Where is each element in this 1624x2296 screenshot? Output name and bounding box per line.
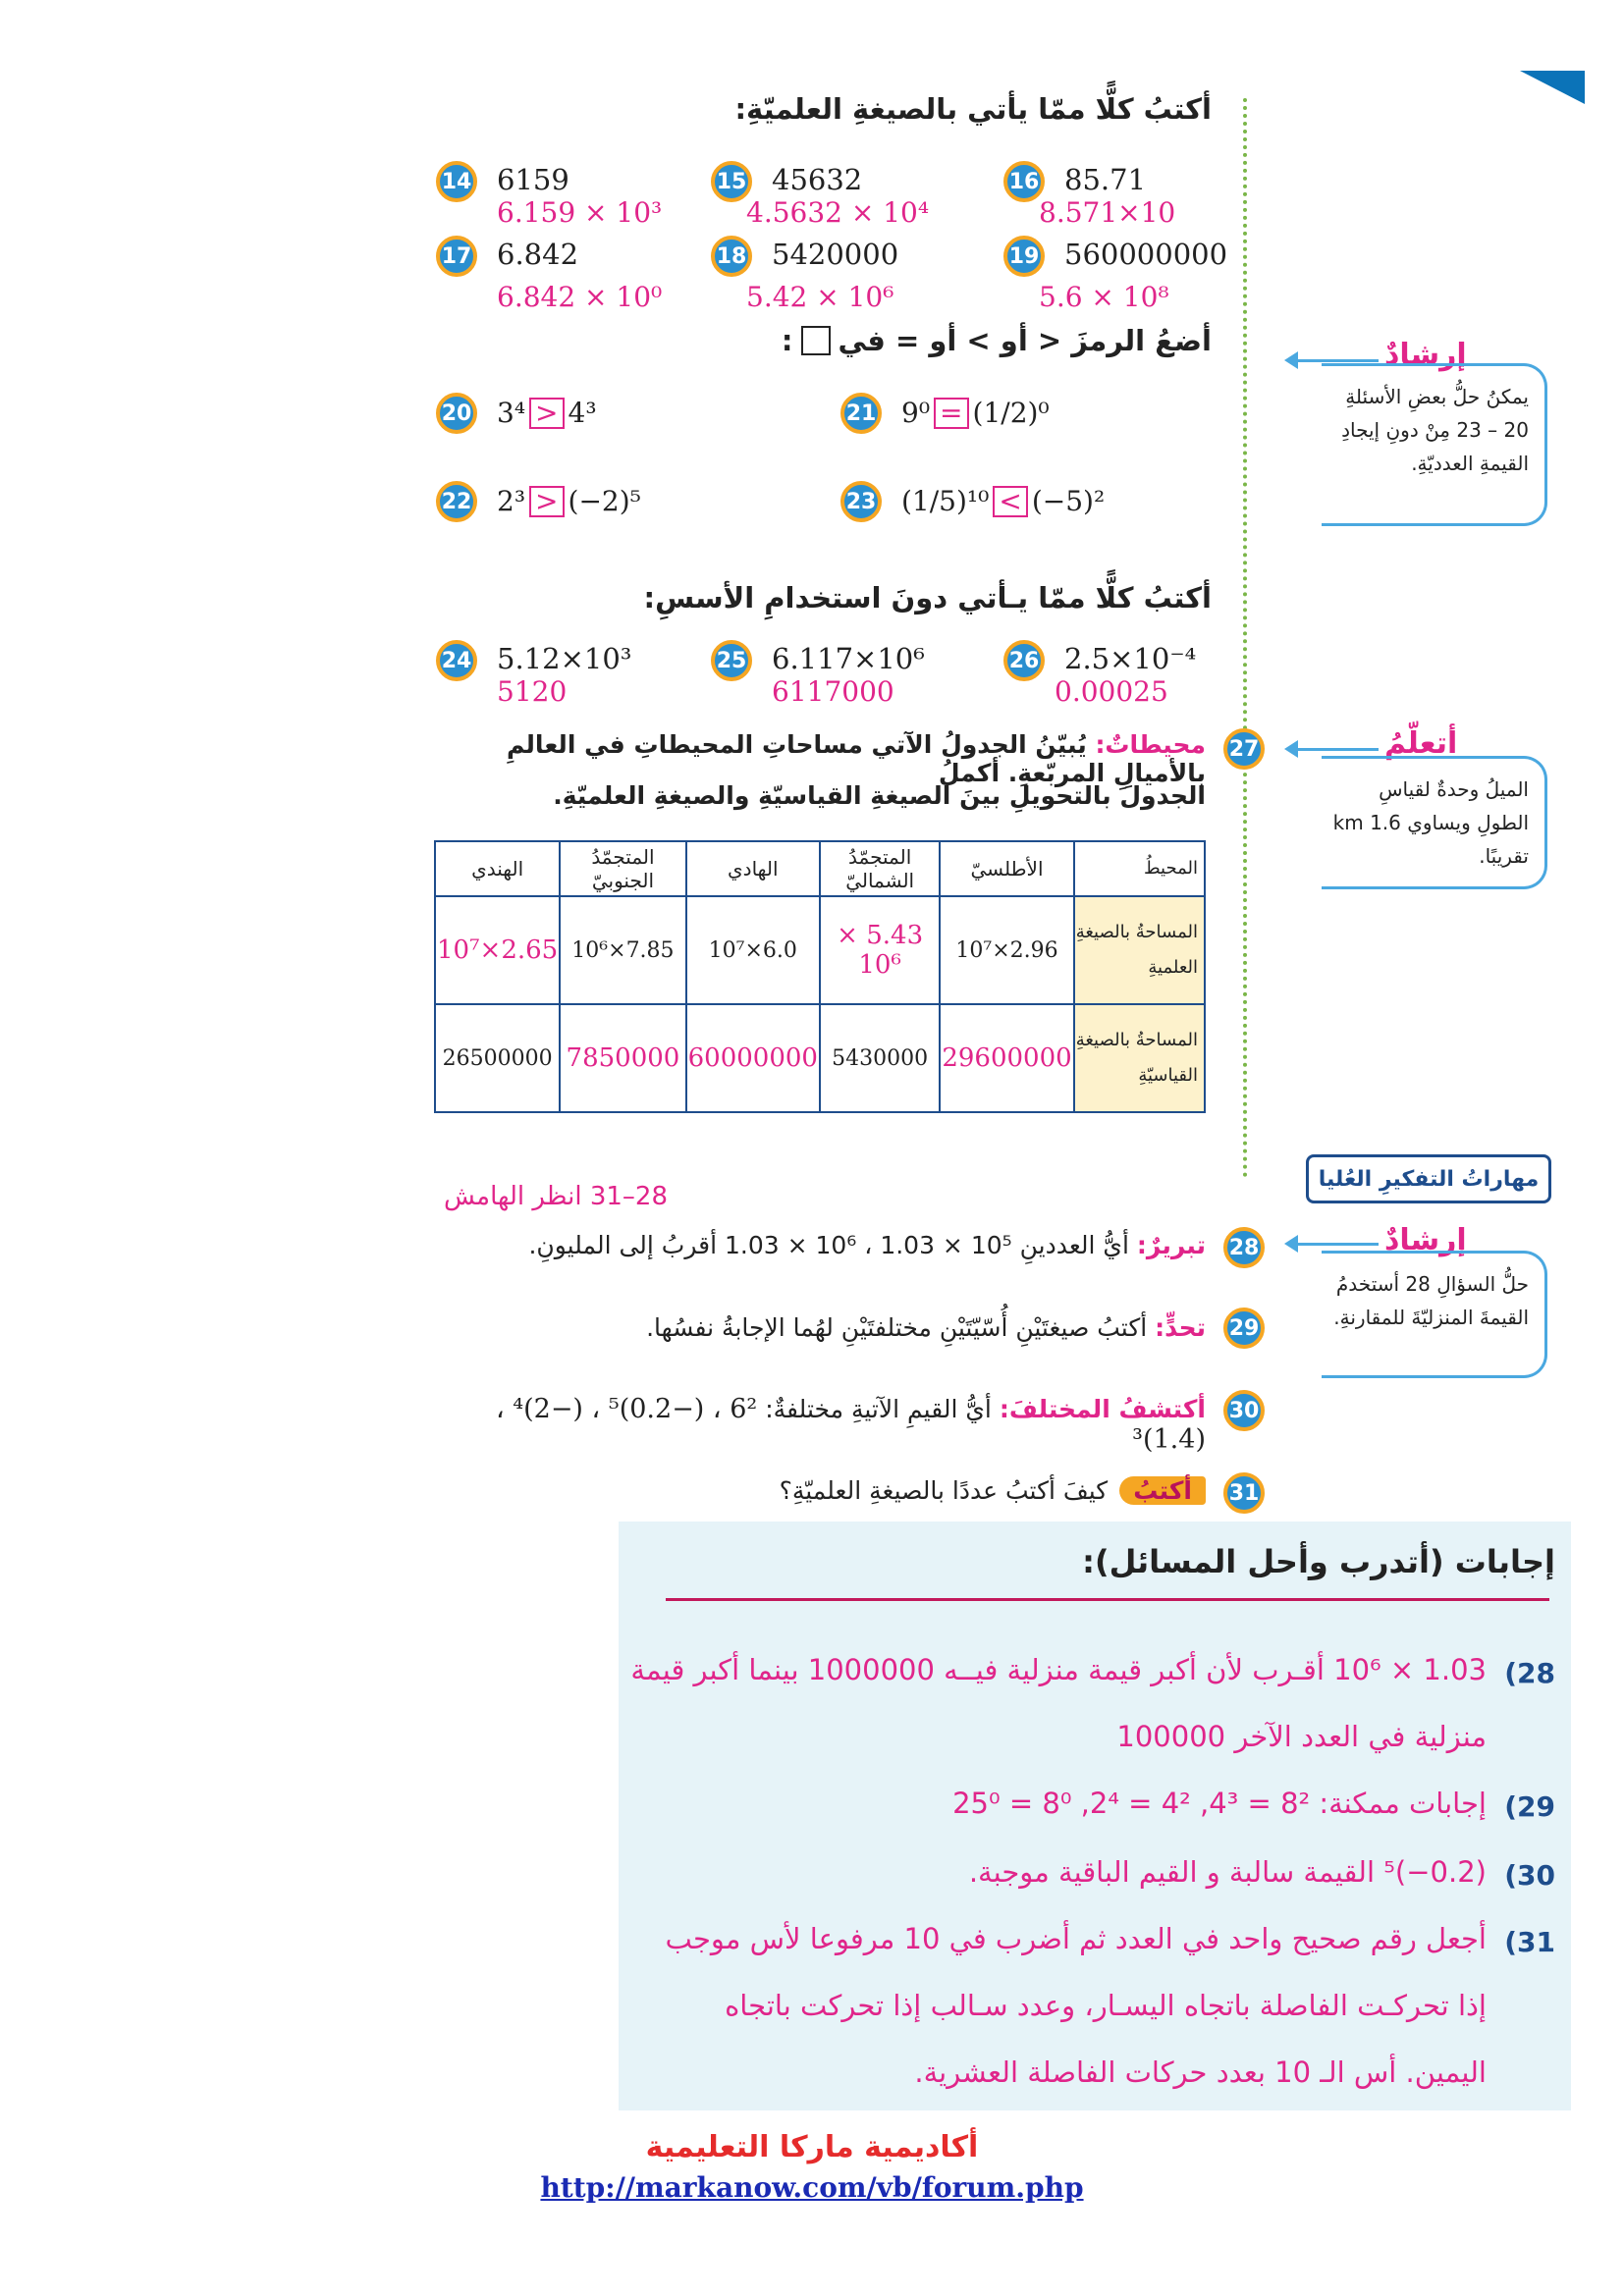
question-number: 27 <box>1223 728 1265 770</box>
answer-28-line2: منزلية في العدد الآخر 100000 <box>1116 1720 1487 1753</box>
answer-29: إجابات ممكنة: 8² = 4³, 4² = 2⁴, 8⁰ = 25⁰ <box>952 1787 1487 1820</box>
question-number: 17 <box>436 236 477 277</box>
compare-left: 9⁰ <box>901 397 931 429</box>
q30-values: 6² ، (−0.2)⁵ ، (−2)⁴ ، (1.4)³ <box>495 1394 1206 1455</box>
table-cell-answer: 60000000 <box>686 1004 820 1112</box>
hint1-title: إرشادٌ <box>1384 338 1467 372</box>
answers-title: إجابات (أتدرب وأحل المسائل): <box>1082 1543 1555 1580</box>
scientific-question: 6159 <box>497 163 569 196</box>
answer-number: (30 <box>1504 1859 1555 1892</box>
standard-question: 6.117×10⁶ <box>772 642 925 675</box>
page-corner-decoration <box>1520 71 1585 104</box>
question-number: 14 <box>436 161 477 202</box>
scientific-question: 6.842 <box>497 238 579 271</box>
q27-line1 <box>420 730 1206 787</box>
scientific-answer: 8.571×10 <box>1039 196 1176 229</box>
arrow-icon <box>1296 1243 1379 1246</box>
compare-symbol-box: > <box>529 486 564 517</box>
question-number: 16 <box>1003 161 1045 202</box>
table-header-cell: الهندي <box>435 841 560 896</box>
compare-left: 2³ <box>497 485 526 517</box>
compare-symbol-box: > <box>529 398 564 429</box>
standard-answer: 0.00025 <box>1055 675 1168 708</box>
standard-answer: 5120 <box>497 675 568 708</box>
answer-31-line1: أجعل رقم صحيح واحد في العدد ثم أضرب في 10 مرفوعا لأس موجب <box>665 1922 1487 1955</box>
question-number: 25 <box>711 640 752 681</box>
compare-left: 3⁴ <box>497 397 526 429</box>
table-row <box>435 1004 1205 1112</box>
answer-number: (28 <box>1504 1657 1555 1689</box>
question-number: 29 <box>1223 1308 1265 1349</box>
q29-text <box>646 1313 1206 1342</box>
academy-name: أكاديمية ماركا التعليمية <box>645 2130 979 2164</box>
compare-expression <box>901 397 1050 429</box>
hint2-title: إرشادٌ <box>1384 1223 1467 1257</box>
table-cell-answer: 2.65×10⁷ <box>435 896 560 1004</box>
scientific-question: 5420000 <box>772 238 899 271</box>
answer-number: (29 <box>1504 1790 1555 1823</box>
table-cell-answer: 29600000 <box>940 1004 1073 1112</box>
section2-header: أضعُ الرمزَ < أو > أو = في : <box>781 324 1212 357</box>
question-number: 30 <box>1223 1390 1265 1431</box>
answer-28-line1: 1.03 × 10⁶ أقـرب لأن أكبر قيمة منزلية فيــه 1000000 بينما أكبر قيمة <box>630 1653 1487 1686</box>
learn-box: الميلُ وحدةٌ لقياسِ الطولِ ويساوي 1.6 km تقريبًا. <box>1322 756 1547 889</box>
answer-31-line3: اليمين. أس الـ 10 بعدد حركات الفاصلة العشرية. <box>914 2056 1487 2089</box>
margin-divider <box>1243 98 1247 1178</box>
table-cell: 2.96×10⁷ <box>940 896 1073 1004</box>
question-number: 28 <box>1223 1227 1265 1268</box>
scientific-answer: 5.6 × 10⁸ <box>1039 281 1169 313</box>
compare-right: 4³ <box>568 397 597 429</box>
scientific-answer: 4.5632 × 10⁴ <box>746 196 930 229</box>
question-number: 15 <box>711 161 752 202</box>
row-label: المساحةُ بالصيغةِ العلميةِ <box>1074 896 1205 1004</box>
q30-body: أيُّ القيمِ الآتيةِ مختلفةٌ: <box>765 1395 992 1423</box>
q29-label: تحدٍّ: <box>1155 1313 1206 1342</box>
section3-header: أكتبُ كلًّا ممّا يـأتي دونَ استخدامِ الأسسِ: <box>643 581 1212 614</box>
compare-left: (1/5)¹⁰ <box>901 485 990 517</box>
question-number: 31 <box>1223 1472 1265 1514</box>
table-cell: 6.0×10⁷ <box>686 896 820 1004</box>
question-number: 26 <box>1003 640 1045 681</box>
hint1-box: يمكنُ حلُّ بعضِ الأسئلةِ 20 – 23 مِنْ دونِ إيجادِ القيمةِ العدديّةِ. <box>1322 363 1547 526</box>
question-number: 22 <box>436 481 477 522</box>
table-header-cell: المتجمّدُ الشماليّ <box>820 841 940 896</box>
q28-body: أيُّ العددينِ 10⁵ × 1.03 ، 10⁶ × 1.03 أقربُ إلى المليونِ. <box>528 1231 1129 1259</box>
margin-note: 28–31 انظر الهامش <box>444 1182 668 1211</box>
answer-31-line2: إذا تحركـت الفاصلة باتجاه اليسـار، وعدد سـالب إذا تحركت باتجاه <box>725 1989 1487 2022</box>
compare-expression <box>497 485 641 517</box>
q31-text <box>780 1476 1206 1505</box>
hint2-box: حلُّ السؤالِ 28 أستخدمُ القيمةَ المنزليّةَ للمقارنةِ. <box>1322 1251 1547 1378</box>
standard-question: 5.12×10³ <box>497 642 632 675</box>
scientific-answer: 5.42 × 10⁶ <box>746 281 894 313</box>
compare-symbol-box: < <box>993 486 1027 517</box>
hots-label: مهاراتُ التفكيرِ العُليا <box>1306 1154 1551 1203</box>
q30-text <box>420 1394 1206 1455</box>
arrow-icon <box>1296 359 1379 362</box>
compare-expression <box>497 397 597 429</box>
q30-label: أكتشفُ المختلفَ: <box>999 1395 1206 1423</box>
table-header-cell: المتجمّدُ الجنوبيّ <box>560 841 685 896</box>
table-cell: 26500000 <box>435 1004 560 1112</box>
table-header-row <box>435 841 1205 896</box>
table-cell: 5430000 <box>820 1004 940 1112</box>
q29-body: أكتبُ صيغتَيْنِ أُسّيّتَيْنِ مختلفتَيْنِ لهُما الإجابةُ نفسُها. <box>646 1313 1148 1342</box>
arrow-icon <box>1296 748 1379 751</box>
table-cell-answer: 7850000 <box>560 1004 685 1112</box>
answer-30: (0.2−)⁵ القيمة سالبة و القيم الباقية موجبة. <box>968 1855 1487 1889</box>
scientific-question: 45632 <box>772 163 863 196</box>
compare-right: (−5)² <box>1031 485 1106 517</box>
answers-divider <box>666 1598 1549 1601</box>
oceans-table <box>434 840 1206 1113</box>
question-number: 18 <box>711 236 752 277</box>
table-cell: 7.85×10⁶ <box>560 896 685 1004</box>
compare-right: (−2)⁵ <box>568 485 641 517</box>
write-badge: أكتبُ <box>1119 1476 1206 1505</box>
question-number: 20 <box>436 393 477 434</box>
standard-answer: 6117000 <box>772 675 894 708</box>
empty-box-icon <box>801 326 831 355</box>
q31-body: كيفَ أكتبُ عددًا بالصيغةِ العلميّةِ؟ <box>779 1476 1109 1505</box>
question-number: 23 <box>840 481 882 522</box>
scientific-question: 85.71 <box>1064 163 1147 196</box>
section2-header-text: أضعُ الرمزَ < أو > أو = في <box>838 324 1212 357</box>
scientific-answer: 6.159 × 10³ <box>497 196 663 229</box>
table-header-cell: المحيطُ <box>1074 841 1205 896</box>
q28-text <box>528 1231 1206 1259</box>
q27-label: محيطاتٌ: <box>1095 730 1206 759</box>
table-header-cell: الهادي <box>686 841 820 896</box>
table-header-cell: الأطلسيّ <box>940 841 1073 896</box>
question-number: 24 <box>436 640 477 681</box>
compare-symbol-box: = <box>934 398 968 429</box>
question-number: 19 <box>1003 236 1045 277</box>
compare-right: (1/2)⁰ <box>972 397 1050 429</box>
q28-label: تبريرٌ: <box>1136 1231 1206 1259</box>
scientific-question: 560000000 <box>1064 238 1228 271</box>
compare-expression <box>901 485 1105 517</box>
standard-question: 2.5×10⁻⁴ <box>1064 642 1197 675</box>
scientific-answer: 6.842 × 10⁰ <box>497 281 663 313</box>
answer-number: (31 <box>1504 1926 1555 1958</box>
row-label: المساحةُ بالصيغةِ القياسيّةِ <box>1074 1004 1205 1112</box>
q27-text: يُبيّنُ الجدولُ الآتي مساحاتِ المحيطاتِ في العالمِ بالأميالِ المربّعةِ. أكملُ <box>506 730 1206 787</box>
table-cell-answer: 5.43 × 10⁶ <box>820 896 940 1004</box>
section1-header: أكتبُ كلًّا ممّا يأتي بالصيغةِ العلميّةِ: <box>734 92 1212 126</box>
q27-line2: الجدولَ بالتحويلِ بينَ الصيغةِ القياسيّةِ والصيغةِ العلميّةِ. <box>553 781 1206 810</box>
forum-link[interactable]: http://markanow.com/vb/forum.php <box>540 2171 1084 2204</box>
table-row <box>435 896 1205 1004</box>
question-number: 21 <box>840 393 882 434</box>
learn-title: أتعلّمُ <box>1384 726 1458 761</box>
